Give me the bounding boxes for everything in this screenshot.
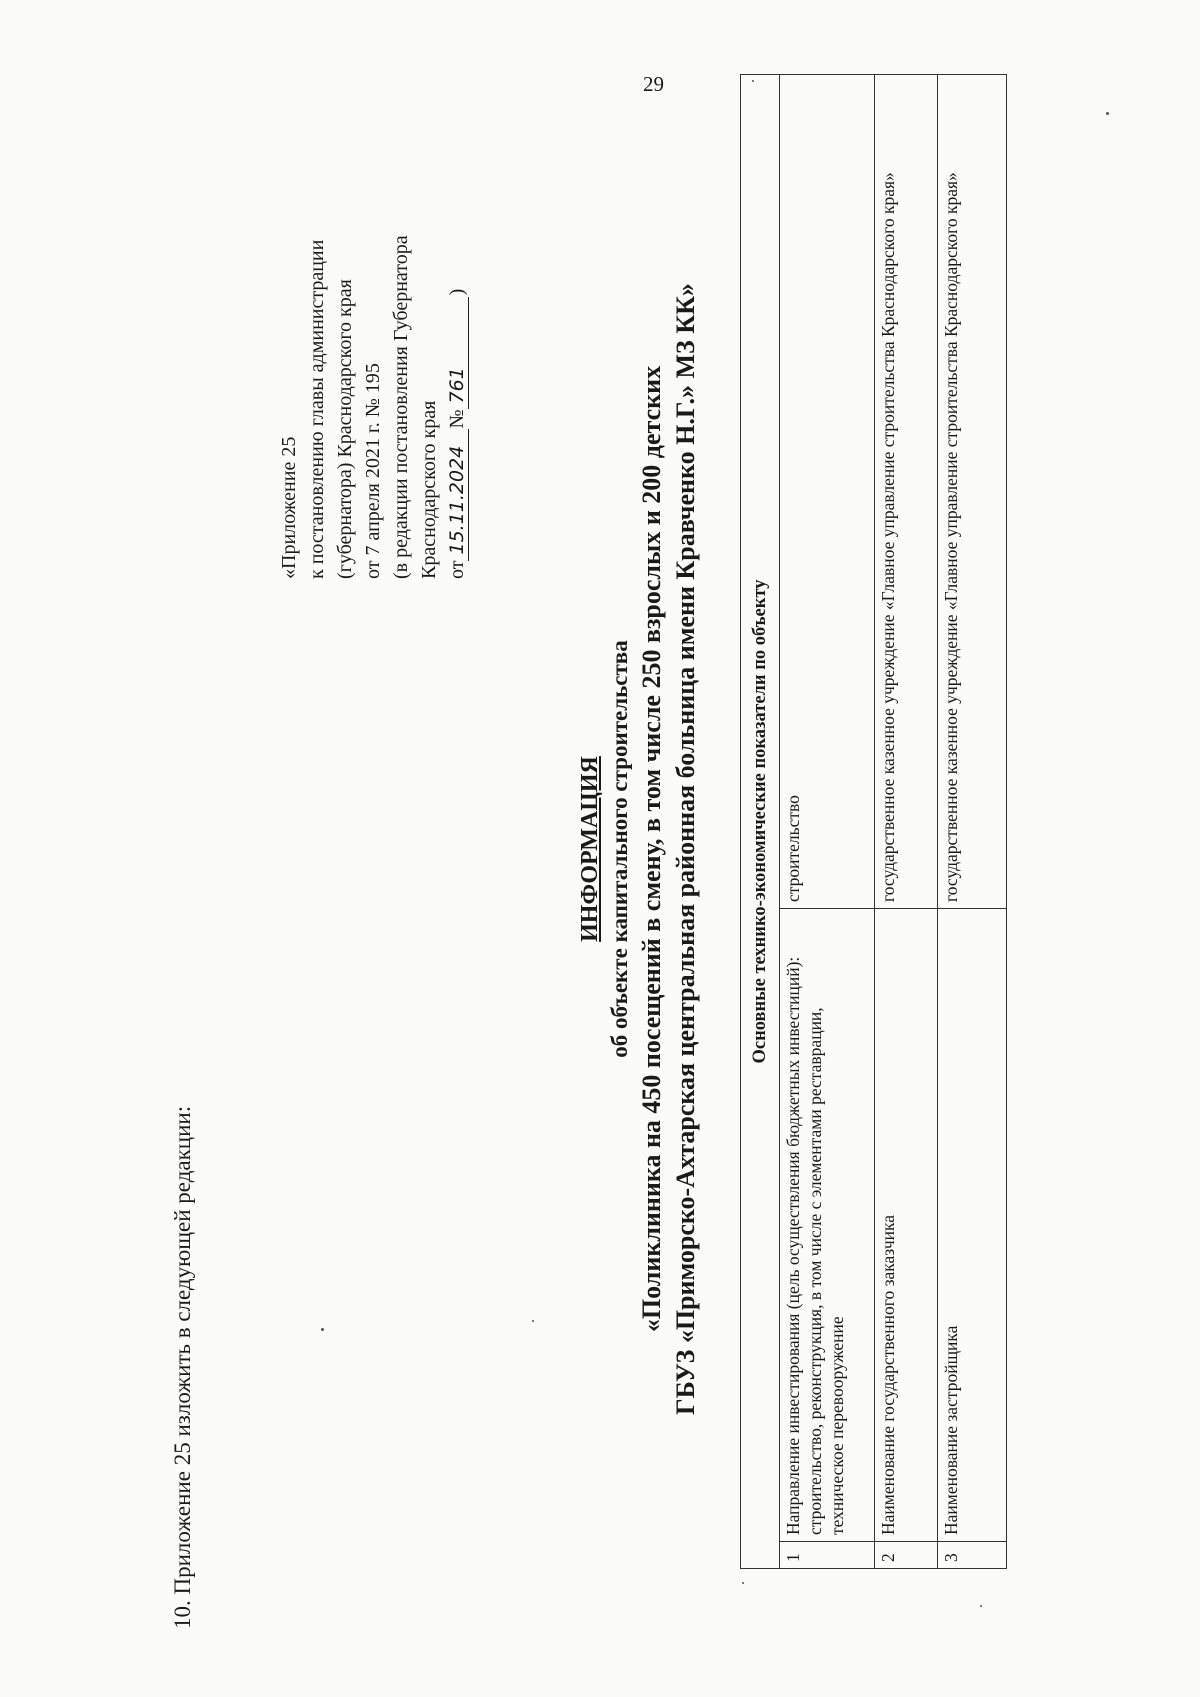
document-title-block xyxy=(575,69,703,1629)
scan-speck xyxy=(980,1605,982,1607)
closing-paren: ) xyxy=(446,288,468,295)
page-number: 29 xyxy=(643,72,664,96)
title-line-3: «Поликлиника на 450 посещений в смену, в том числе 250 взрослых и 200 детских xyxy=(637,365,666,1332)
appendix-line-3: (губернатора) Краснодарского края xyxy=(334,278,356,579)
row-value: строительство xyxy=(780,74,875,908)
table-header-row xyxy=(741,74,780,1568)
appendix-line-6: Краснодарского края xyxy=(418,400,440,579)
scan-speck xyxy=(321,1328,324,1331)
row-number: 1 xyxy=(780,1541,875,1568)
table-header: Основные технико-экономические показатели по объекту xyxy=(741,74,780,1568)
row-label: Наименование государственного заказчика xyxy=(875,908,938,1541)
appendix-signature-line xyxy=(443,59,471,579)
indicators-table xyxy=(740,74,1007,1569)
appendix-line-5: (в редакции постановления Губернатора xyxy=(390,234,412,579)
handwritten-number: 761 xyxy=(446,297,469,409)
table-row xyxy=(780,74,875,1568)
document-title: ИНФОРМАЦИЯ xyxy=(577,755,603,942)
appendix-line-2: к постановлению главы администрации xyxy=(306,239,328,579)
scan-speck xyxy=(1106,112,1109,115)
row-number: 3 xyxy=(938,1541,1007,1568)
from-prefix: от xyxy=(446,560,468,579)
row-number: 2 xyxy=(875,1541,938,1568)
scan-speck xyxy=(532,1320,534,1322)
number-prefix: № xyxy=(446,408,468,429)
row-value: государственное казенное учреждение «Главное управление строительства Краснодарского края» xyxy=(875,74,938,908)
appendix-line-4: от 7 апреля 2021 г. № 195 xyxy=(362,362,384,579)
title-line-2: об объекте капитального строительства xyxy=(607,639,632,1058)
scan-speck xyxy=(742,1582,744,1584)
handwritten-date: 15.11.2024 xyxy=(446,428,469,560)
row-label: Направление инвестирования (цель осуществления бюджетных инвестиций): строительство, реконструкция, в том числе с элементами реставрации, техническое перевооружение xyxy=(780,908,875,1541)
table-row xyxy=(875,74,938,1568)
table-row xyxy=(938,74,1007,1568)
appendix-stamp-block xyxy=(275,59,471,579)
appendix-line-1: «Приложение 25 xyxy=(278,436,300,579)
scan-speck xyxy=(752,80,754,82)
title-line-4: ГБУЗ «Приморско-Ахтарская центральная районная больница имени Кравченко Н.Г.» МЗ КК» xyxy=(671,282,700,1415)
rotated-content xyxy=(100,69,1100,1629)
intro-text: 10. Приложение 25 изложить в следующей редакции: xyxy=(170,1105,195,1629)
row-value: государственное казенное учреждение «Главное управление строительства Краснодарского края» xyxy=(938,74,1007,908)
row-label: Наименование застройщика xyxy=(938,908,1007,1541)
